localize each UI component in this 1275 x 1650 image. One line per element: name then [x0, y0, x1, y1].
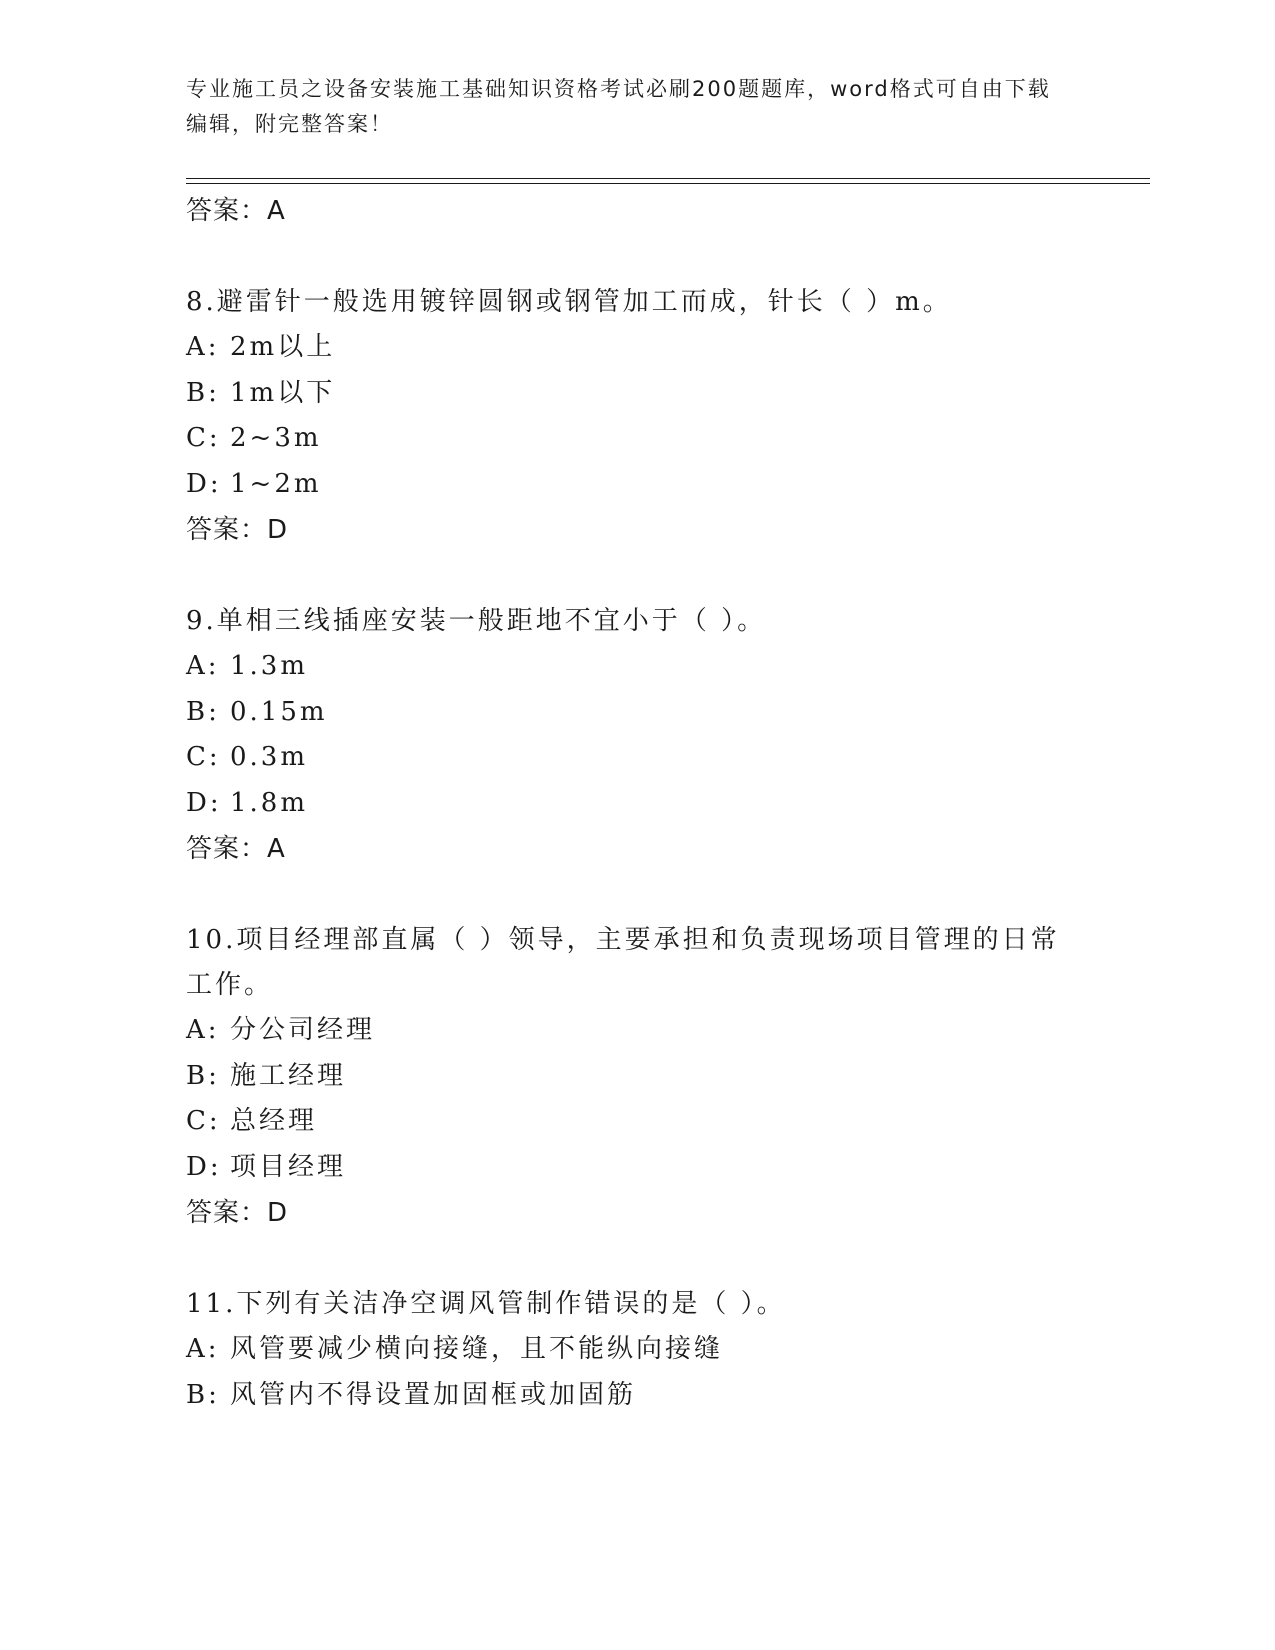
option-text: 0.3m: [230, 742, 309, 772]
option-c: [186, 735, 1086, 781]
option-d: [186, 781, 1086, 827]
previous-answer: 答案：A: [186, 196, 286, 226]
question-stem: 10.项目经理部直属（ ）领导，主要承担和负责现场项目管理的日常工作。: [186, 925, 1060, 1000]
option-key: B:: [186, 696, 220, 727]
answer: 答案：D: [186, 515, 289, 545]
option-a: [186, 325, 1086, 371]
document-header: [186, 72, 1066, 142]
option-key: D:: [186, 787, 222, 818]
option-text: 0.15m: [230, 696, 328, 727]
option-key: A:: [186, 1015, 220, 1045]
question-stem: 9.单相三线插座安装一般距地不宜小于（ ）。: [186, 606, 767, 636]
option-text: 风管内不得设置加固框或加固筋: [230, 1379, 637, 1410]
option-b: [186, 1054, 1086, 1100]
option-c: [186, 416, 1086, 462]
header-title: 专业施工员之设备安装施工基础知识资格考试必刷200题题库，word格式可自由下载编辑，附完整答案！: [186, 77, 1051, 136]
option-key: D:: [186, 468, 222, 499]
option-text: 1.8m: [230, 787, 309, 818]
answer: 答案：A: [186, 834, 286, 864]
option-d: [186, 1145, 1086, 1191]
question-stem: 8.避雷针一般选用镀锌圆钢或钢管加工而成，针长（ ）m。: [186, 287, 952, 317]
option-text: 2m以上: [230, 332, 336, 362]
option-b: [186, 1373, 1086, 1419]
option-d: [186, 462, 1086, 508]
option-text: 项目经理: [230, 1151, 347, 1182]
option-text: 风管要减少横向接缝，且不能纵向接缝: [230, 1334, 724, 1364]
option-text: 总经理: [230, 1106, 318, 1136]
spacer: [186, 234, 1086, 280]
option-a: [186, 1008, 1086, 1054]
question-stem: 11.下列有关洁净空调风管制作错误的是（ ）。: [186, 1289, 786, 1319]
option-key: D:: [186, 1151, 222, 1182]
header-divider-top: [186, 178, 1150, 179]
option-key: B:: [186, 377, 220, 408]
spacer: [186, 553, 1086, 599]
option-key: A:: [186, 1334, 220, 1364]
answer: 答案：D: [186, 1198, 289, 1228]
option-c: [186, 1099, 1086, 1145]
question-9: [186, 599, 1086, 872]
option-text: 1~2m: [230, 468, 322, 499]
option-a: [186, 1327, 1086, 1373]
header-divider-bottom: [186, 183, 1150, 184]
option-text: 分公司经理: [230, 1015, 376, 1045]
option-text: 1.3m: [230, 651, 309, 681]
option-b: [186, 690, 1086, 736]
option-b: [186, 371, 1086, 417]
question-11: [186, 1282, 1086, 1418]
option-key: C:: [186, 742, 221, 772]
option-key: B:: [186, 1379, 220, 1410]
option-key: C:: [186, 1106, 221, 1136]
spacer: [186, 1236, 1086, 1282]
option-text: 2~3m: [230, 423, 322, 453]
option-a: [186, 644, 1086, 690]
question-list: [186, 188, 1086, 1418]
option-key: B:: [186, 1060, 220, 1091]
option-text: 施工经理: [230, 1060, 347, 1091]
question-10: [186, 918, 1086, 1236]
option-key: A:: [186, 332, 220, 362]
option-key: A:: [186, 651, 220, 681]
spacer: [186, 872, 1086, 918]
question-8: [186, 280, 1086, 553]
option-text: 1m以下: [230, 377, 336, 408]
option-key: C:: [186, 423, 221, 453]
